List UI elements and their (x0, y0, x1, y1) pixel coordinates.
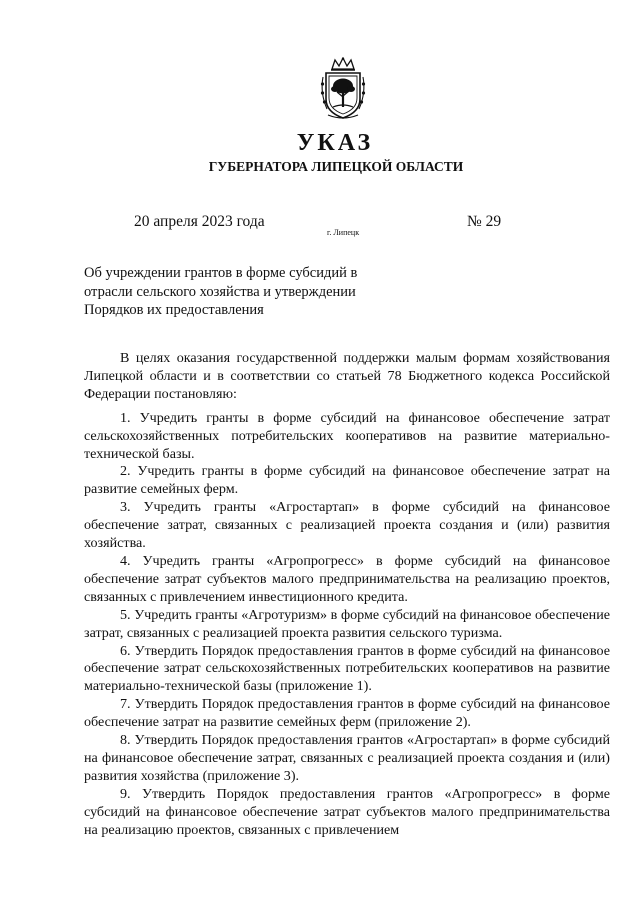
body-paragraph: 4. Учредить гранты «Агропрогресс» в форме субсидий на финансовое обеспечение затрат субъектов малого предпринимательства на реализацию проектов, связанных с привлечением инвестиционного кредита. (84, 552, 610, 605)
document-subject: Об учреждении грантов в форме субсидий в отрасли сельского хозяйства и утверждении Порядков их предоставления (84, 265, 358, 318)
body-paragraph: 9. Утвердить Порядок предоставления грантов «Агропрогресс» в форме субсидий на финансовое обеспечение затрат субъектов малого предпринимательства на реализацию проектов, связанных с привлечением (84, 785, 610, 838)
body-paragraph-intro: В целях оказания государственной поддержки малым формам хозяйствования Липецкой области и в соответствии со статьей 78 Бюджетного кодекса Российской Федерации постановляю: (84, 350, 610, 402)
body-paragraph: 1. Учредить гранты в форме субсидий на финансовое обеспечение затрат сельскохозяйственных потребительских кооперативов на развитие материально-технической базы. (84, 409, 610, 462)
body-paragraph: 6. Утвердить Порядок предоставления грантов в форме субсидий на финансовое обеспечение затрат сельскохозяйственных потребительских кооперативов на развитие материально-технической базы (приложение 1). (84, 642, 610, 695)
document-place: г. Липецк (327, 228, 360, 237)
body-paragraph: 3. Учредить гранты «Агростартап» в форме субсидий на финансовое обеспечение затрат, связанных с реализацией проекта создания и (или) развития хозяйства. (84, 499, 610, 552)
coat-of-arms-icon (318, 57, 368, 121)
document-title: УКАЗ (296, 130, 374, 156)
body-paragraph: 8. Утвердить Порядок предоставления грантов «Агростартап» в форме субсидий на финансовое обеспечение затрат, связанных с реализацией проекта создания и (или) развития хозяйства (приложение 3). (84, 732, 610, 784)
body-paragraph: 2. Учредить гранты в форме субсидий на финансовое обеспечение затрат на развитие семейных ферм. (84, 463, 610, 498)
document-date: 20 апреля 2023 года (134, 213, 265, 230)
document-number: № 29 (467, 213, 502, 230)
document-body (84, 350, 610, 839)
body-paragraph: 5. Учредить гранты «Агротуризм» в форме субсидий на финансовое обеспечение затрат, связанных с реализацией проекта развития сельского туризма. (84, 606, 610, 641)
body-paragraph: 7. Утвердить Порядок предоставления грантов в форме субсидий на финансовое обеспечение затрат на развитие семейных ферм (приложение 2). (84, 696, 610, 731)
document-subtitle: ГУБЕРНАТОРА ЛИПЕЦКОЙ ОБЛАСТИ (208, 159, 464, 174)
